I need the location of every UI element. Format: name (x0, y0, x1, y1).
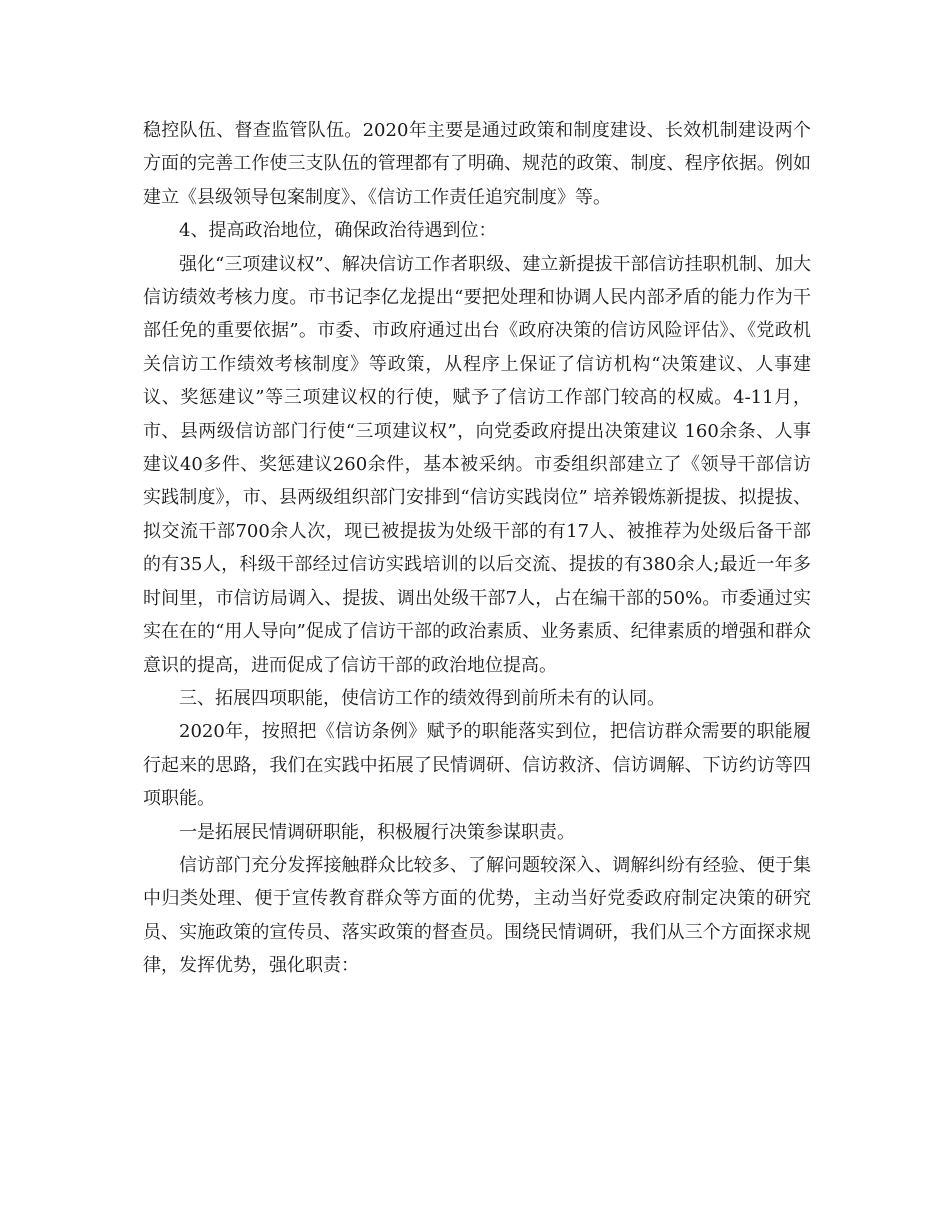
paragraph-continuation: 稳控队伍、督查监管队伍。2020年主要是通过政策和制度建设、长效机制建设两个方面的完善工作使三支队伍的管理都有了明确、规范的政策、制度、程序依据。例如建立《县级领导包案制度》、《信访工作责任追究制度》等。 (143, 120, 811, 208)
paragraph-three-suggestion-rights: 强化“三项建议权”、解决信访工作者职级、建立新提拔干部信访挂职机制、加大信访绩效考核力度。市书记李亿龙提出“要把处理和协调人民内部矛盾的能力作为干部任免的重要依据”。市委、市政府通过出台《政府决策的信访风险评估》、《党政机关信访工作绩效考核制度》等政策，从程序上保证了信访机构“决策建议、人事建议、奖惩建议”等三项建议权的行使，赋予了信访工作部门较高的权威。4-11月，市、县两级信访部门行使“三项建议权”，向党委政府提出决策建议 160余条、人事建议40多件、奖惩建议260余件，基本被采纳。市委组织部建立了《领导干部信访实践制度》，市、县两级组织部门安排到“信访实践岗位” 培养锻炼新提拔、拟提拔、拟交流干部700余人次，现已被提拔为处级干部的有17人、被推荐为处级后备干部的有35人，科级干部经过信访实践培训的以后交流、提拔的有380余人;最近一年多时间里，市信访局调入、提拔、调出处级干部7人，占在编干部的50%。市委通过实实在在的“用人导向”促成了信访干部的政治素质、业务素质、纪律素质的增强和群众意识的提高，进而促成了信访干部的政治地位提高。 (143, 253, 811, 676)
document-page (143, 114, 811, 983)
paragraph-2020-functions: 2020年，按照把《信访条例》赋予的职能落实到位，把信访群众需要的职能履行起来的思路，我们在实践中拓展了民情调研、信访救济、信访调解、下访约访等四项职能。 (143, 721, 811, 810)
paragraph-heading-political-status: 4、提高政治地位，确保政治待遇到位： (179, 220, 497, 242)
paragraph-heading-research-function: 一是拓展民情调研职能，积极履行决策参谋职责。 (179, 821, 575, 843)
paragraph-research-details: 信访部门充分发挥接触群众比较多、了解问题较深入、调解纠纷有经验、便于集中归类处理、便于宣传教育群众等方面的优势，主动当好党委政府制定决策的研究员、实施政策的宣传员、落实政策的督查员。围绕民情调研，我们从三个方面探求规律，发挥优势，强化职责： (143, 854, 811, 977)
paragraph-heading-four-functions: 三、拓展四项职能，使信访工作的绩效得到前所未有的认同。 (179, 687, 665, 709)
